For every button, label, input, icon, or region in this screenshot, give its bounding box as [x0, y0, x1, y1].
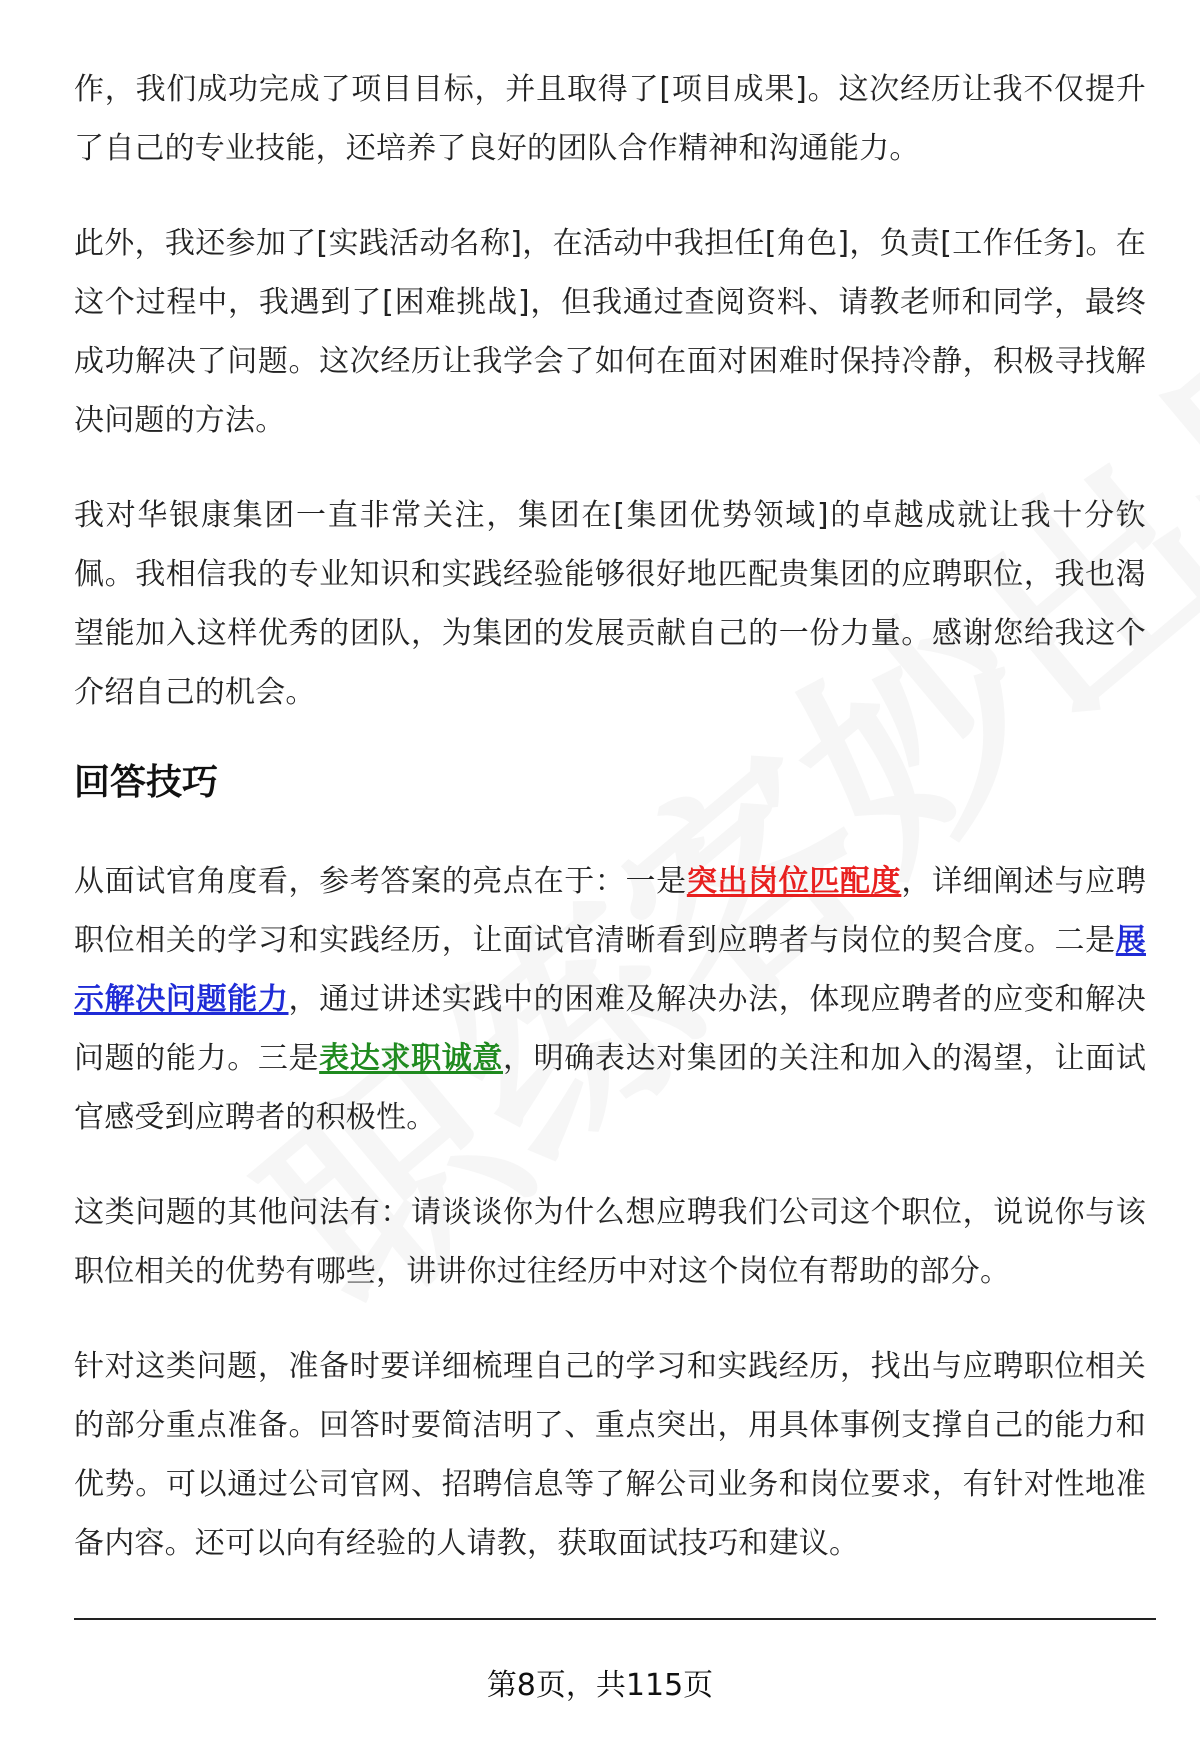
tips-text-4: ，明确表达对集团的关注和加入的渴望，让面试官感受到应聘者的积极性。 [74, 1041, 1147, 1135]
tips-text-3: ，通过讲述实践中的困难及解决办法，体现应聘者的应变和解决问题的能力。三是 [74, 982, 1146, 1076]
paragraph-company-interest: 我对华银康集团一直非常关注，集团在[集团优势领域]的卓越成就让我十分钦佩。我相信我的专业知识和实践经验能够很好地匹配贵集团的应聘职位，我也渴望能加入这样优秀的团队，为集团的发展贡献自己的一份力量。感谢您给我这个介绍自己的机会。 [74, 498, 1146, 710]
document-page [74, 60, 1146, 1609]
footer-divider [74, 1618, 1156, 1620]
paragraph-project-outcome: 作，我们成功完成了项目目标，并且取得了[项目成果]。这次经历让我不仅提升了自己的专业技能，还培养了良好的团队合作精神和沟通能力。 [74, 72, 1146, 166]
highlight-sincerity: 表达求职诚意 [319, 1041, 503, 1076]
tips-text-1: 从面试官角度看，参考答案的亮点在于：一是 [74, 864, 687, 899]
section-heading: 回答技巧 [74, 762, 219, 803]
page-number: 第8页，共115页 [486, 1668, 714, 1703]
paragraph-other-questions: 这类问题的其他问法有：请谈谈你为什么想应聘我们公司这个职位，说说你与该职位相关的优势有哪些，讲讲你过往经历中对这个岗位有帮助的部分。 [74, 1195, 1146, 1289]
paragraph-tips [74, 852, 1146, 1147]
paragraph-practice-activity: 此外，我还参加了[实践活动名称]，在活动中我担任[角色]，负责[工作任务]。在这个过程中，我遇到了[困难挑战]，但我通过查阅资料、请教老师和同学，最终成功解决了问题。这次经历让我学会了如何在面对困难时保持冷静，积极寻找解决问题的方法。 [74, 226, 1146, 438]
tips-text-2: ，详细阐述与应聘职位相关的学习和实践经历，让面试官清晰看到应聘者与岗位的契合度。二是 [74, 864, 1147, 958]
paragraph-preparation: 针对这类问题，准备时要详细梳理自己的学习和实践经历，找出与应聘职位相关的部分重点准备。回答时要简洁明了、重点突出，用具体事例支撑自己的能力和优势。可以通过公司官网、招聘信息等了解公司业务和岗位要求，有针对性地准备内容。还可以向有经验的人请教，获取面试技巧和建议。 [74, 1349, 1146, 1561]
highlight-job-match: 突出岗位匹配度 [686, 864, 902, 899]
highlight-problem-solving: 展示解决问题能力 [74, 923, 1146, 1017]
